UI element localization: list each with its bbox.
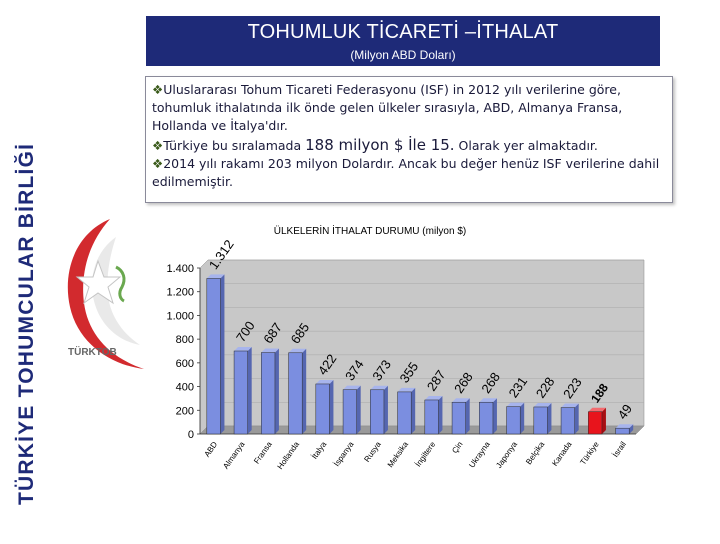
y-tick-label: 600	[175, 357, 194, 370]
value-label: 1.312	[205, 236, 237, 273]
value-label: 685	[287, 320, 313, 347]
paragraph-3	[146, 155, 672, 191]
category-label: İsrail	[610, 439, 629, 459]
category-label: Çin	[450, 439, 465, 455]
bar-side	[493, 398, 497, 434]
value-label: 700	[233, 318, 258, 345]
bar	[534, 407, 548, 434]
y-tick-label: 400	[175, 381, 194, 394]
category-label: Hollanda	[275, 439, 302, 472]
paragraph-2	[146, 136, 672, 155]
y-tick-label: 800	[175, 334, 194, 347]
text-box	[145, 76, 673, 203]
category-label: Türkiye	[578, 439, 601, 467]
bar	[479, 402, 493, 434]
bullet-icon: ❖	[152, 155, 164, 171]
bar-side	[520, 403, 524, 434]
bar	[425, 400, 439, 434]
bar-side	[547, 403, 551, 434]
paragraph-1	[146, 77, 672, 136]
turktob-logo	[58, 215, 150, 375]
category-label: Ukrayna	[467, 439, 492, 470]
paragraph-2-highlight: 188 milyon $ İle 15.	[305, 135, 455, 154]
paragraph-2-text-end: Olarak yer almaktadır.	[454, 137, 598, 153]
side-title-text: TÜRKİYE TOHUMCULAR BİRLİĞİ	[15, 142, 38, 505]
value-label: 49	[614, 401, 636, 422]
y-tick-label: 1.400	[166, 263, 194, 275]
y-tick-label: 1.200	[166, 286, 194, 299]
bullet-icon: ❖	[152, 137, 164, 153]
value-label: 287	[423, 367, 449, 394]
category-label: ABD	[202, 439, 220, 459]
bar-side	[575, 404, 579, 434]
bar	[207, 278, 221, 434]
bar	[561, 408, 575, 434]
bar	[316, 384, 330, 434]
logo-text: TÜRKTOB	[68, 347, 117, 358]
value-label: 374	[342, 356, 367, 384]
bar-side	[602, 408, 606, 434]
value-label: 422	[314, 351, 340, 378]
bar-chart	[150, 210, 650, 540]
category-label: İtalya	[309, 439, 329, 461]
bar-side	[466, 398, 470, 434]
bar	[343, 390, 357, 434]
bar	[398, 392, 412, 434]
chart-title: ÜLKELERİN İTHALAT DURUMU (milyon $)	[273, 226, 467, 237]
bar	[588, 412, 602, 434]
bar	[370, 390, 384, 434]
bar	[261, 353, 275, 434]
category-label: Kanada	[550, 439, 574, 468]
category-label: Fransa	[252, 439, 274, 466]
bar-side	[275, 349, 279, 434]
category-label: Belçika	[524, 439, 547, 467]
y-tick-label: 1.000	[166, 310, 194, 323]
paragraph-2-text: Türkiye bu sıralamada	[163, 137, 306, 153]
bar-side	[357, 386, 361, 434]
bar	[234, 351, 248, 434]
bar-side	[438, 396, 442, 434]
bar-side	[329, 380, 333, 434]
y-tick-label: 0	[187, 429, 194, 441]
value-label: 355	[396, 359, 422, 386]
slide-title: TOHUMLUK TİCARETİ –İTHALAT	[247, 21, 559, 43]
value-label: 188	[588, 380, 612, 406]
category-label: Rusya	[362, 439, 383, 464]
category-label: Almanya	[221, 439, 247, 471]
bar	[452, 402, 466, 434]
slide-header	[146, 16, 660, 66]
bar-side	[411, 388, 415, 434]
bar-side	[220, 274, 224, 434]
bar-side	[248, 347, 252, 434]
category-label: İspanya	[332, 439, 356, 469]
bullet-icon: ❖	[152, 82, 164, 97]
y-tick-label: 200	[175, 405, 194, 418]
bar-side	[302, 349, 306, 434]
chart-svg	[150, 210, 650, 540]
side-title	[0, 55, 42, 505]
value-label: 231	[505, 373, 531, 401]
bar	[289, 353, 303, 434]
value-label: 268	[451, 369, 476, 396]
value-label: 228	[532, 374, 558, 401]
category-label: Japonya	[494, 439, 520, 470]
bar	[616, 428, 630, 434]
bar	[507, 407, 521, 434]
value-label: 268	[478, 369, 504, 396]
category-label: İngiltere	[413, 439, 438, 469]
paragraph-1-text: Uluslararası Tohum Ticareti Federasyonu (ISF) in 2012 yılı verilerine göre, tohumluk ithalatında ilk önde gelen ülkeler sırasıyla, ABD, Almanya Fransa, Hollanda ve İtalya'dır.	[152, 82, 623, 134]
bar-side	[384, 386, 388, 434]
paragraph-3-text: 2014 yılı rakamı 203 milyon Dolardır. Ancak bu değer henüz ISF verilerine dahil edilmemiştir.	[152, 155, 660, 190]
slide-subtitle: (Milyon ABD Doları)	[350, 48, 456, 62]
value-label: 687	[260, 319, 286, 347]
value-label: 373	[369, 357, 395, 384]
value-label: 223	[560, 374, 585, 402]
category-label: Meksika	[385, 439, 411, 470]
